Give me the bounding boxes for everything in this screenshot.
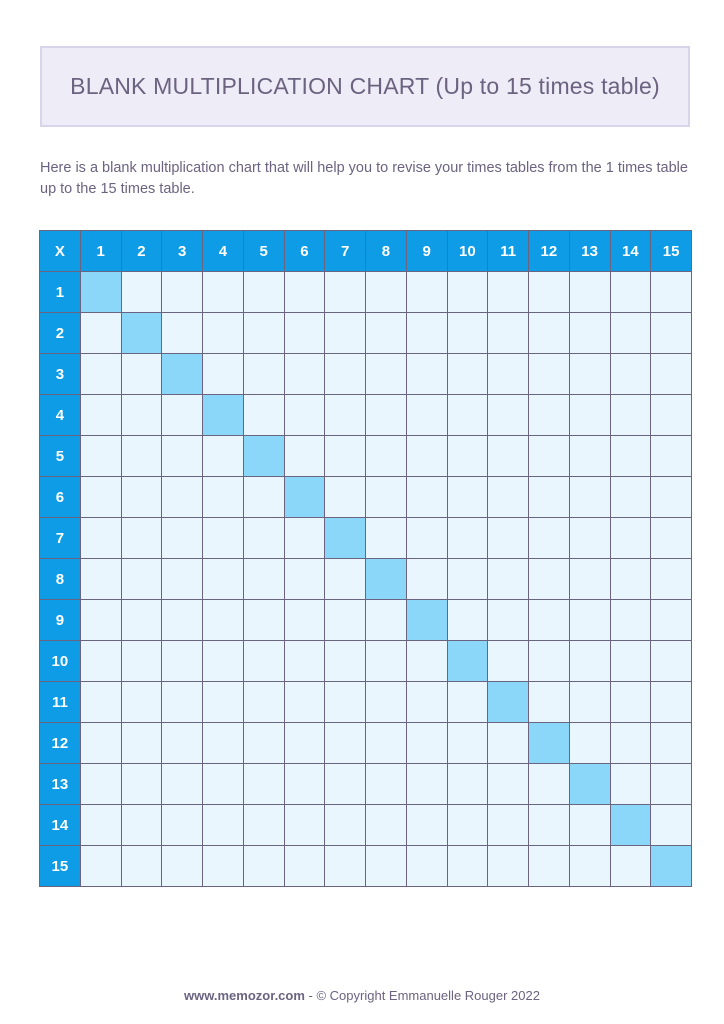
blank-cell[interactable] <box>529 559 569 599</box>
blank-cell[interactable] <box>529 272 569 312</box>
blank-cell[interactable] <box>203 436 243 476</box>
blank-cell[interactable] <box>407 846 447 886</box>
blank-cell[interactable] <box>448 354 488 394</box>
blank-cell[interactable] <box>448 477 488 517</box>
blank-cell[interactable] <box>325 272 365 312</box>
blank-cell[interactable] <box>203 682 243 722</box>
blank-cell[interactable] <box>529 682 569 722</box>
blank-cell[interactable] <box>203 846 243 886</box>
diagonal-cell[interactable] <box>285 477 325 517</box>
row-header: 14 <box>40 805 80 845</box>
blank-cell[interactable] <box>162 559 202 599</box>
blank-cell[interactable] <box>448 846 488 886</box>
blank-cell[interactable] <box>611 559 651 599</box>
column-header: 2 <box>122 231 162 271</box>
blank-cell[interactable] <box>325 723 365 763</box>
blank-cell[interactable] <box>407 272 447 312</box>
blank-cell[interactable] <box>407 354 447 394</box>
blank-cell[interactable] <box>81 395 121 435</box>
corner-header: X <box>40 231 80 271</box>
row-header: 6 <box>40 477 80 517</box>
blank-cell[interactable] <box>570 272 610 312</box>
diagonal-cell[interactable] <box>611 805 651 845</box>
diagonal-cell[interactable] <box>448 641 488 681</box>
blank-cell[interactable] <box>203 805 243 845</box>
blank-cell[interactable] <box>407 395 447 435</box>
blank-cell[interactable] <box>285 600 325 640</box>
column-header: 6 <box>285 231 325 271</box>
blank-cell[interactable] <box>203 477 243 517</box>
diagonal-cell[interactable] <box>325 518 365 558</box>
blank-cell[interactable] <box>285 846 325 886</box>
blank-cell[interactable] <box>285 764 325 804</box>
blank-cell[interactable] <box>529 764 569 804</box>
blank-cell[interactable] <box>162 272 202 312</box>
blank-cell[interactable] <box>651 477 691 517</box>
blank-cell[interactable] <box>611 477 651 517</box>
blank-cell[interactable] <box>448 805 488 845</box>
column-header: 13 <box>570 231 610 271</box>
blank-cell[interactable] <box>448 559 488 599</box>
blank-cell[interactable] <box>407 682 447 722</box>
blank-cell[interactable] <box>162 641 202 681</box>
blank-cell[interactable] <box>325 805 365 845</box>
footer-site: www.memozor.com <box>184 988 305 1003</box>
blank-cell[interactable] <box>366 354 406 394</box>
page-title: BLANK MULTIPLICATION CHART (Up to 15 times table) <box>70 73 660 99</box>
blank-cell[interactable] <box>651 641 691 681</box>
blank-cell[interactable] <box>407 641 447 681</box>
blank-cell[interactable] <box>651 682 691 722</box>
footer-copyright: - © Copyright Emmanuelle Rouger 2022 <box>304 988 540 1003</box>
column-header: 14 <box>611 231 651 271</box>
blank-cell[interactable] <box>570 805 610 845</box>
blank-cell[interactable] <box>203 559 243 599</box>
blank-cell[interactable] <box>203 641 243 681</box>
blank-cell[interactable] <box>448 272 488 312</box>
blank-cell[interactable] <box>81 559 121 599</box>
row-header: 5 <box>40 436 80 476</box>
blank-cell[interactable] <box>325 764 365 804</box>
blank-cell[interactable] <box>529 846 569 886</box>
blank-cell[interactable] <box>285 805 325 845</box>
blank-cell[interactable] <box>611 641 651 681</box>
blank-cell[interactable] <box>611 518 651 558</box>
blank-cell[interactable] <box>81 477 121 517</box>
blank-cell[interactable] <box>488 846 528 886</box>
diagonal-cell[interactable] <box>203 395 243 435</box>
diagonal-cell[interactable] <box>488 682 528 722</box>
blank-cell[interactable] <box>488 395 528 435</box>
row-header: 10 <box>40 641 80 681</box>
blank-cell[interactable] <box>651 313 691 353</box>
blank-cell[interactable] <box>407 436 447 476</box>
blank-cell[interactable] <box>203 723 243 763</box>
blank-cell[interactable] <box>488 805 528 845</box>
blank-cell[interactable] <box>244 354 284 394</box>
blank-cell[interactable] <box>570 518 610 558</box>
blank-cell[interactable] <box>203 600 243 640</box>
blank-cell[interactable] <box>488 600 528 640</box>
row-header: 3 <box>40 354 80 394</box>
blank-cell[interactable] <box>325 682 365 722</box>
blank-cell[interactable] <box>325 477 365 517</box>
blank-cell[interactable] <box>570 559 610 599</box>
column-header: 12 <box>529 231 569 271</box>
column-header: 1 <box>81 231 121 271</box>
blank-cell[interactable] <box>611 313 651 353</box>
diagonal-cell[interactable] <box>244 436 284 476</box>
blank-cell[interactable] <box>203 313 243 353</box>
blank-cell[interactable] <box>570 846 610 886</box>
blank-cell[interactable] <box>325 600 365 640</box>
multiplication-chart <box>39 230 692 887</box>
blank-cell[interactable] <box>122 641 162 681</box>
blank-cell[interactable] <box>611 436 651 476</box>
blank-cell[interactable] <box>448 764 488 804</box>
blank-cell[interactable] <box>81 682 121 722</box>
blank-cell[interactable] <box>570 682 610 722</box>
blank-cell[interactable] <box>488 518 528 558</box>
blank-cell[interactable] <box>488 436 528 476</box>
blank-cell[interactable] <box>366 805 406 845</box>
blank-cell[interactable] <box>122 354 162 394</box>
blank-cell[interactable] <box>285 518 325 558</box>
column-header: 11 <box>488 231 528 271</box>
blank-cell[interactable] <box>162 846 202 886</box>
blank-cell[interactable] <box>529 436 569 476</box>
blank-cell[interactable] <box>122 805 162 845</box>
blank-cell[interactable] <box>203 354 243 394</box>
blank-cell[interactable] <box>529 641 569 681</box>
blank-cell[interactable] <box>122 764 162 804</box>
column-header: 4 <box>203 231 243 271</box>
blank-cell[interactable] <box>366 723 406 763</box>
blank-cell[interactable] <box>488 477 528 517</box>
blank-cell[interactable] <box>366 518 406 558</box>
blank-cell[interactable] <box>529 600 569 640</box>
blank-cell[interactable] <box>651 805 691 845</box>
blank-cell[interactable] <box>244 518 284 558</box>
blank-cell[interactable] <box>448 682 488 722</box>
column-header: 9 <box>407 231 447 271</box>
blank-cell[interactable] <box>488 272 528 312</box>
blank-cell[interactable] <box>325 559 365 599</box>
blank-cell[interactable] <box>407 764 447 804</box>
blank-cell[interactable] <box>651 600 691 640</box>
blank-cell[interactable] <box>162 805 202 845</box>
blank-cell[interactable] <box>122 518 162 558</box>
blank-cell[interactable] <box>488 313 528 353</box>
blank-cell[interactable] <box>162 764 202 804</box>
blank-cell[interactable] <box>529 518 569 558</box>
blank-cell[interactable] <box>651 518 691 558</box>
row-header: 11 <box>40 682 80 722</box>
intro-text: Here is a blank multiplication chart that will help you to revise your times tables from the 1 times table up to the 15 times table. <box>40 160 688 197</box>
blank-cell[interactable] <box>651 723 691 763</box>
blank-cell[interactable] <box>651 272 691 312</box>
blank-cell[interactable] <box>285 723 325 763</box>
blank-cell[interactable] <box>81 600 121 640</box>
blank-cell[interactable] <box>570 600 610 640</box>
blank-cell[interactable] <box>366 436 406 476</box>
blank-cell[interactable] <box>651 395 691 435</box>
blank-cell[interactable] <box>651 764 691 804</box>
blank-cell[interactable] <box>488 354 528 394</box>
blank-cell[interactable] <box>81 846 121 886</box>
blank-cell[interactable] <box>122 477 162 517</box>
blank-cell[interactable] <box>162 723 202 763</box>
blank-cell[interactable] <box>570 723 610 763</box>
blank-cell[interactable] <box>244 559 284 599</box>
blank-cell[interactable] <box>122 600 162 640</box>
blank-cell[interactable] <box>81 764 121 804</box>
blank-cell[interactable] <box>122 846 162 886</box>
title-banner <box>40 46 690 127</box>
blank-cell[interactable] <box>570 313 610 353</box>
blank-cell[interactable] <box>448 395 488 435</box>
blank-cell[interactable] <box>407 805 447 845</box>
blank-cell[interactable] <box>366 395 406 435</box>
blank-cell[interactable] <box>203 764 243 804</box>
blank-cell[interactable] <box>611 354 651 394</box>
blank-cell[interactable] <box>366 313 406 353</box>
blank-cell[interactable] <box>162 436 202 476</box>
blank-cell[interactable] <box>570 395 610 435</box>
diagonal-cell[interactable] <box>570 764 610 804</box>
row-header: 4 <box>40 395 80 435</box>
blank-cell[interactable] <box>488 559 528 599</box>
row-header: 12 <box>40 723 80 763</box>
blank-cell[interactable] <box>529 395 569 435</box>
blank-cell[interactable] <box>162 518 202 558</box>
blank-cell[interactable] <box>122 682 162 722</box>
blank-cell[interactable] <box>285 395 325 435</box>
footer <box>0 988 724 1003</box>
row-header: 1 <box>40 272 80 312</box>
blank-cell[interactable] <box>611 723 651 763</box>
blank-cell[interactable] <box>325 846 365 886</box>
blank-cell[interactable] <box>244 272 284 312</box>
blank-cell[interactable] <box>366 272 406 312</box>
blank-cell[interactable] <box>611 846 651 886</box>
blank-cell[interactable] <box>244 682 284 722</box>
blank-cell[interactable] <box>366 600 406 640</box>
row-header: 9 <box>40 600 80 640</box>
blank-cell[interactable] <box>407 559 447 599</box>
blank-cell[interactable] <box>651 559 691 599</box>
blank-cell[interactable] <box>325 641 365 681</box>
blank-cell[interactable] <box>570 641 610 681</box>
blank-cell[interactable] <box>325 436 365 476</box>
blank-cell[interactable] <box>448 723 488 763</box>
blank-cell[interactable] <box>488 764 528 804</box>
blank-cell[interactable] <box>81 313 121 353</box>
blank-cell[interactable] <box>244 600 284 640</box>
row-header: 8 <box>40 559 80 599</box>
blank-cell[interactable] <box>81 641 121 681</box>
blank-cell[interactable] <box>529 477 569 517</box>
blank-cell[interactable] <box>448 600 488 640</box>
column-header: 7 <box>325 231 365 271</box>
blank-cell[interactable] <box>611 764 651 804</box>
blank-cell[interactable] <box>162 477 202 517</box>
blank-cell[interactable] <box>122 436 162 476</box>
blank-cell[interactable] <box>325 354 365 394</box>
blank-cell[interactable] <box>203 272 243 312</box>
blank-cell[interactable] <box>285 272 325 312</box>
blank-cell[interactable] <box>407 313 447 353</box>
blank-cell[interactable] <box>366 641 406 681</box>
column-header: 15 <box>651 231 691 271</box>
blank-cell[interactable] <box>407 518 447 558</box>
diagonal-cell[interactable] <box>529 723 569 763</box>
blank-cell[interactable] <box>122 272 162 312</box>
blank-cell[interactable] <box>285 682 325 722</box>
blank-cell[interactable] <box>529 313 569 353</box>
blank-cell[interactable] <box>651 354 691 394</box>
blank-cell[interactable] <box>325 313 365 353</box>
diagonal-cell[interactable] <box>407 600 447 640</box>
blank-cell[interactable] <box>611 600 651 640</box>
blank-cell[interactable] <box>570 436 610 476</box>
blank-cell[interactable] <box>325 395 365 435</box>
blank-cell[interactable] <box>448 436 488 476</box>
blank-cell[interactable] <box>81 436 121 476</box>
blank-cell[interactable] <box>366 846 406 886</box>
blank-cell[interactable] <box>488 641 528 681</box>
blank-cell[interactable] <box>366 477 406 517</box>
blank-cell[interactable] <box>570 354 610 394</box>
blank-cell[interactable] <box>448 313 488 353</box>
blank-cell[interactable] <box>203 518 243 558</box>
blank-cell[interactable] <box>81 518 121 558</box>
blank-cell[interactable] <box>81 354 121 394</box>
blank-cell[interactable] <box>122 559 162 599</box>
blank-cell[interactable] <box>122 395 162 435</box>
blank-cell[interactable] <box>611 272 651 312</box>
column-header: 10 <box>448 231 488 271</box>
row-header: 13 <box>40 764 80 804</box>
column-header: 8 <box>366 231 406 271</box>
diagonal-cell[interactable] <box>122 313 162 353</box>
diagonal-cell[interactable] <box>651 846 691 886</box>
diagonal-cell[interactable] <box>366 559 406 599</box>
blank-cell[interactable] <box>81 723 121 763</box>
blank-cell[interactable] <box>244 723 284 763</box>
blank-cell[interactable] <box>651 436 691 476</box>
blank-cell[interactable] <box>407 723 447 763</box>
blank-cell[interactable] <box>162 682 202 722</box>
blank-cell[interactable] <box>81 805 121 845</box>
blank-cell[interactable] <box>244 477 284 517</box>
blank-cell[interactable] <box>529 354 569 394</box>
row-header: 15 <box>40 846 80 886</box>
blank-cell[interactable] <box>244 313 284 353</box>
blank-cell[interactable] <box>244 764 284 804</box>
blank-cell[interactable] <box>244 846 284 886</box>
blank-cell[interactable] <box>488 723 528 763</box>
row-header: 7 <box>40 518 80 558</box>
blank-cell[interactable] <box>162 600 202 640</box>
blank-cell[interactable] <box>285 641 325 681</box>
blank-cell[interactable] <box>611 682 651 722</box>
blank-cell[interactable] <box>244 805 284 845</box>
diagonal-cell[interactable] <box>81 272 121 312</box>
blank-cell[interactable] <box>366 764 406 804</box>
blank-cell[interactable] <box>611 395 651 435</box>
blank-cell[interactable] <box>529 805 569 845</box>
blank-cell[interactable] <box>570 477 610 517</box>
blank-cell[interactable] <box>285 313 325 353</box>
column-header: 5 <box>244 231 284 271</box>
blank-cell[interactable] <box>162 313 202 353</box>
row-header: 2 <box>40 313 80 353</box>
blank-cell[interactable] <box>407 477 447 517</box>
blank-cell[interactable] <box>448 518 488 558</box>
column-header: 3 <box>162 231 202 271</box>
blank-cell[interactable] <box>285 559 325 599</box>
blank-cell[interactable] <box>285 354 325 394</box>
blank-cell[interactable] <box>162 395 202 435</box>
blank-cell[interactable] <box>244 395 284 435</box>
diagonal-cell[interactable] <box>162 354 202 394</box>
blank-cell[interactable] <box>244 641 284 681</box>
blank-cell[interactable] <box>285 436 325 476</box>
blank-cell[interactable] <box>122 723 162 763</box>
blank-cell[interactable] <box>366 682 406 722</box>
